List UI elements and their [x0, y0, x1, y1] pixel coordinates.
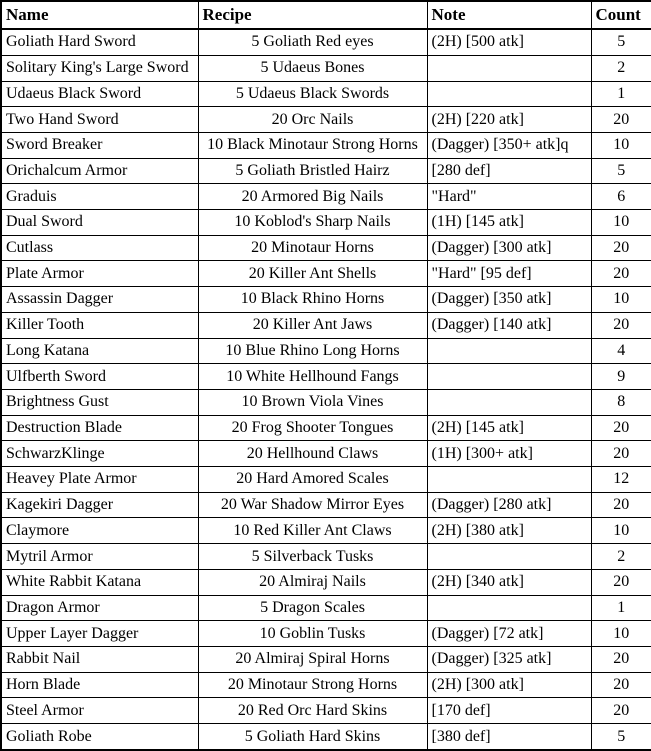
column-header-note: Note	[427, 1, 591, 29]
cell-count: 10	[591, 518, 651, 544]
cell-name: Goliath Hard Sword	[1, 29, 198, 55]
cell-name: Solitary King's Large Sword	[1, 55, 198, 81]
cell-recipe: 10 Black Rhino Horns	[198, 287, 427, 313]
column-header-recipe: Recipe	[198, 1, 427, 29]
cell-count: 8	[591, 389, 651, 415]
cell-recipe: 10 White Hellhound Fangs	[198, 364, 427, 390]
cell-name: Plate Armor	[1, 261, 198, 287]
cell-recipe: 10 Koblod's Sharp Nails	[198, 210, 427, 236]
table-row	[1, 467, 651, 493]
cell-note	[427, 595, 591, 621]
cell-recipe: 5 Udaeus Black Swords	[198, 81, 427, 107]
table-row	[1, 312, 651, 338]
cell-count: 2	[591, 544, 651, 570]
cell-note: (2H) [380 atk]	[427, 518, 591, 544]
cell-name: Destruction Blade	[1, 415, 198, 441]
table-header	[1, 1, 651, 29]
cell-count: 20	[591, 569, 651, 595]
table-row	[1, 55, 651, 81]
cell-recipe: 10 Red Killer Ant Claws	[198, 518, 427, 544]
cell-note	[427, 364, 591, 390]
table-row	[1, 698, 651, 724]
cell-name: Brightness Gust	[1, 389, 198, 415]
cell-recipe: 20 Minotaur Horns	[198, 235, 427, 261]
cell-recipe: 20 Almiraj Nails	[198, 569, 427, 595]
cell-note: (2H) [220 atk]	[427, 107, 591, 133]
cell-name: Sword Breaker	[1, 132, 198, 158]
cell-name: Cutlass	[1, 235, 198, 261]
cell-recipe: 5 Udaeus Bones	[198, 55, 427, 81]
table-row	[1, 492, 651, 518]
cell-count: 12	[591, 467, 651, 493]
cell-name: Assassin Dagger	[1, 287, 198, 313]
cell-name: Kagekiri Dagger	[1, 492, 198, 518]
cell-name: SchwarzKlinge	[1, 441, 198, 467]
cell-note	[427, 467, 591, 493]
table-row	[1, 107, 651, 133]
cell-count: 20	[591, 107, 651, 133]
cell-count: 5	[591, 29, 651, 55]
cell-name: Upper Layer Dagger	[1, 621, 198, 647]
cell-note: "Hard"	[427, 184, 591, 210]
cell-count: 10	[591, 210, 651, 236]
cell-name: Dual Sword	[1, 210, 198, 236]
table-row	[1, 724, 651, 750]
cell-recipe: 20 Red Orc Hard Skins	[198, 698, 427, 724]
cell-name: Orichalcum Armor	[1, 158, 198, 184]
table-row	[1, 569, 651, 595]
cell-note: (Dagger) [325 atk]	[427, 646, 591, 672]
cell-count: 20	[591, 492, 651, 518]
table-row	[1, 261, 651, 287]
table-row	[1, 338, 651, 364]
table-row	[1, 235, 651, 261]
cell-count: 5	[591, 724, 651, 750]
cell-name: Long Katana	[1, 338, 198, 364]
cell-note: (Dagger) [300 atk]	[427, 235, 591, 261]
table-row	[1, 441, 651, 467]
cell-count: 20	[591, 261, 651, 287]
table-row	[1, 595, 651, 621]
cell-recipe: 10 Black Minotaur Strong Horns	[198, 132, 427, 158]
cell-name: Steel Armor	[1, 698, 198, 724]
cell-count: 9	[591, 364, 651, 390]
cell-name: Mytril Armor	[1, 544, 198, 570]
cell-count: 20	[591, 698, 651, 724]
cell-recipe: 20 Minotaur Strong Horns	[198, 672, 427, 698]
table-row	[1, 81, 651, 107]
cell-count: 10	[591, 287, 651, 313]
cell-recipe: 20 Orc Nails	[198, 107, 427, 133]
cell-note: (Dagger) [140 atk]	[427, 312, 591, 338]
column-header-name: Name	[1, 1, 198, 29]
table-row	[1, 364, 651, 390]
cell-recipe: 20 Killer Ant Shells	[198, 261, 427, 287]
cell-count: 20	[591, 672, 651, 698]
cell-name: Killer Tooth	[1, 312, 198, 338]
table-row	[1, 158, 651, 184]
cell-count: 5	[591, 158, 651, 184]
cell-note: "Hard" [95 def]	[427, 261, 591, 287]
table-row	[1, 132, 651, 158]
cell-note: (2H) [340 atk]	[427, 569, 591, 595]
cell-name: Ulfberth Sword	[1, 364, 198, 390]
cell-name: Rabbit Nail	[1, 646, 198, 672]
cell-recipe: 20 Armored Big Nails	[198, 184, 427, 210]
table-row	[1, 389, 651, 415]
cell-name: Two Hand Sword	[1, 107, 198, 133]
cell-note: [280 def]	[427, 158, 591, 184]
cell-note: (Dagger) [280 atk]	[427, 492, 591, 518]
cell-name: Claymore	[1, 518, 198, 544]
cell-count: 20	[591, 312, 651, 338]
table-row	[1, 29, 651, 55]
table-row	[1, 518, 651, 544]
cell-note	[427, 81, 591, 107]
cell-recipe: 5 Silverback Tusks	[198, 544, 427, 570]
cell-count: 20	[591, 235, 651, 261]
cell-note: [380 def]	[427, 724, 591, 750]
cell-note: (Dagger) [350+ atk]q	[427, 132, 591, 158]
cell-count: 1	[591, 595, 651, 621]
cell-recipe: 20 Hellhound Claws	[198, 441, 427, 467]
cell-note: (1H) [145 atk]	[427, 210, 591, 236]
cell-recipe: 20 Killer Ant Jaws	[198, 312, 427, 338]
cell-note	[427, 389, 591, 415]
cell-note	[427, 338, 591, 364]
cell-count: 20	[591, 646, 651, 672]
cell-recipe: 5 Goliath Hard Skins	[198, 724, 427, 750]
cell-count: 20	[591, 415, 651, 441]
cell-count: 20	[591, 441, 651, 467]
cell-name: Horn Blade	[1, 672, 198, 698]
cell-recipe: 5 Goliath Bristled Hairz	[198, 158, 427, 184]
cell-note: (2H) [500 atk]	[427, 29, 591, 55]
cell-recipe: 20 Hard Amored Scales	[198, 467, 427, 493]
cell-recipe: 10 Blue Rhino Long Horns	[198, 338, 427, 364]
table-row	[1, 544, 651, 570]
cell-count: 6	[591, 184, 651, 210]
cell-note: (1H) [300+ atk]	[427, 441, 591, 467]
cell-name: White Rabbit Katana	[1, 569, 198, 595]
cell-note: (2H) [300 atk]	[427, 672, 591, 698]
cell-note: [170 def]	[427, 698, 591, 724]
table-row	[1, 287, 651, 313]
table-row	[1, 621, 651, 647]
table-row	[1, 415, 651, 441]
table-row	[1, 184, 651, 210]
cell-name: Heavey Plate Armor	[1, 467, 198, 493]
cell-name: Dragon Armor	[1, 595, 198, 621]
cell-recipe: 10 Goblin Tusks	[198, 621, 427, 647]
cell-count: 4	[591, 338, 651, 364]
cell-recipe: 20 Almiraj Spiral Horns	[198, 646, 427, 672]
cell-name: Udaeus Black Sword	[1, 81, 198, 107]
cell-count: 10	[591, 621, 651, 647]
cell-recipe: 5 Dragon Scales	[198, 595, 427, 621]
cell-recipe: 5 Goliath Red eyes	[198, 29, 427, 55]
cell-note	[427, 55, 591, 81]
table-row	[1, 210, 651, 236]
cell-note: (Dagger) [350 atk]	[427, 287, 591, 313]
cell-recipe: 10 Brown Viola Vines	[198, 389, 427, 415]
header-row	[1, 1, 651, 29]
cell-name: Goliath Robe	[1, 724, 198, 750]
cell-note: (Dagger) [72 atk]	[427, 621, 591, 647]
cell-note: (2H) [145 atk]	[427, 415, 591, 441]
column-header-count: Count	[591, 1, 651, 29]
cell-count: 2	[591, 55, 651, 81]
cell-count: 10	[591, 132, 651, 158]
cell-recipe: 20 Frog Shooter Tongues	[198, 415, 427, 441]
table-row	[1, 646, 651, 672]
cell-note	[427, 544, 591, 570]
cell-recipe: 20 War Shadow Mirror Eyes	[198, 492, 427, 518]
table-row	[1, 672, 651, 698]
table-body	[1, 29, 651, 750]
cell-name: Graduis	[1, 184, 198, 210]
cell-count: 1	[591, 81, 651, 107]
